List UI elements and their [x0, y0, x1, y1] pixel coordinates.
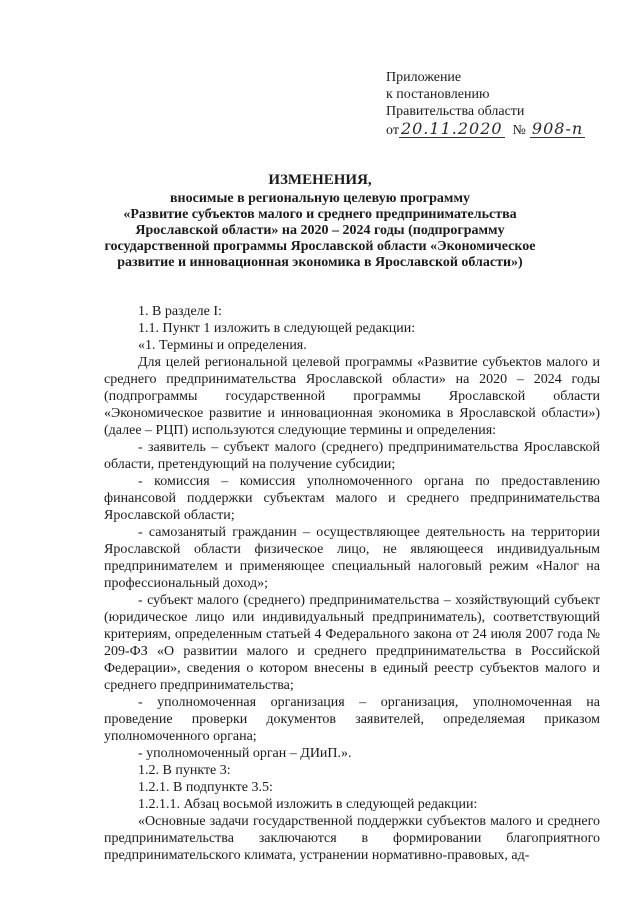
paragraph: Для целей региональной целевой программы «Развитие субъектов малого и среднего предпринимательства Ярославской области» на 2020 – 2024 годы (подпрограммы государственной программы Ярославской области «Экономическое развитие и инновационная экономика в Ярославской области») (далее – РЦП) используются следующие термины и определения: [104, 355, 600, 438]
paragraph: - субъект малого (среднего) предпринимательства – хозяйствующий субъект (юридическое лицо или индивидуальный предприниматель), соответствующий критериям, определенным статьей 4 Федерального закона от 24 июля 2007 года № 209-ФЗ «О развитии малого и среднего предпринимательства в Российской Федерации», сведения о котором внесены в единый реестр субъектов малого и среднего предпринимательства; [104, 593, 600, 693]
number-sign: № [512, 123, 526, 138]
paragraph: «Основные задачи государственной поддержки субъектов малого и среднего предпринимательства заключаются в формировании благоприятного предпринимательского климата, устранении нормативно-правовых, ад- [104, 814, 600, 863]
document-title [100, 172, 540, 271]
paragraph: 1. В разделе I: [138, 304, 222, 319]
appendix-line: к постановлению [386, 87, 490, 102]
title-line: развитие и инновационная экономика в Ярославской области») [117, 255, 523, 270]
decree-date-number [386, 120, 585, 139]
paragraph: - самозанятый гражданин – осуществляющее деятельность на территории Ярославской области физическое лицо, не являющееся индивидуальным предпринимателем и применяющее специальный налоговый режим «Налог на профессиональный доход»; [104, 525, 600, 591]
paragraph: 1.1. Пункт 1 изложить в следующей редакции: [138, 321, 416, 336]
title-line: вносимые в региональную целевую программу [170, 191, 470, 206]
appendix-line: Приложение [386, 70, 462, 85]
paragraph: 1.2. В пункте 3: [138, 763, 231, 778]
date-prefix: от [386, 123, 399, 138]
paragraph: - уполномоченная организация – организация, уполномоченная на проведение проверки документов заявителей, определяемая приказом уполномоченного органа; [104, 695, 600, 744]
paragraph: «1. Термины и определения. [138, 338, 307, 353]
title-line: государственной программы Ярославской области «Экономическое [104, 239, 536, 254]
decree-number: 908-п [531, 119, 584, 138]
decree-date: 20.11.2020 [400, 119, 503, 138]
paragraph: - комиссия – комиссия уполномоченного органа по предоставлению финансовой поддержки субъектам малого и среднего предпринимательства Ярославской области; [104, 474, 600, 523]
appendix-line: Правительства области [386, 104, 525, 119]
appendix-stamp [386, 69, 585, 139]
paragraph: 1.2.1. В подпункте 3.5: [138, 780, 273, 795]
paragraph: - уполномоченный орган – ДИиП.». [138, 746, 352, 761]
document-body [104, 303, 600, 864]
title-main: ИЗМЕНЕНИЯ, [268, 172, 372, 188]
title-line: Ярославской области» на 2020 – 2024 годы (подпрограмму [135, 223, 505, 238]
paragraph: 1.2.1.1. Абзац восьмой изложить в следующей редакции: [138, 797, 478, 812]
paragraph: - заявитель – субъект малого (среднего) предпринимательства Ярославской области, претендующий на получение субсидии; [104, 440, 600, 472]
title-line: «Развитие субъектов малого и среднего предпринимательства [123, 207, 517, 222]
